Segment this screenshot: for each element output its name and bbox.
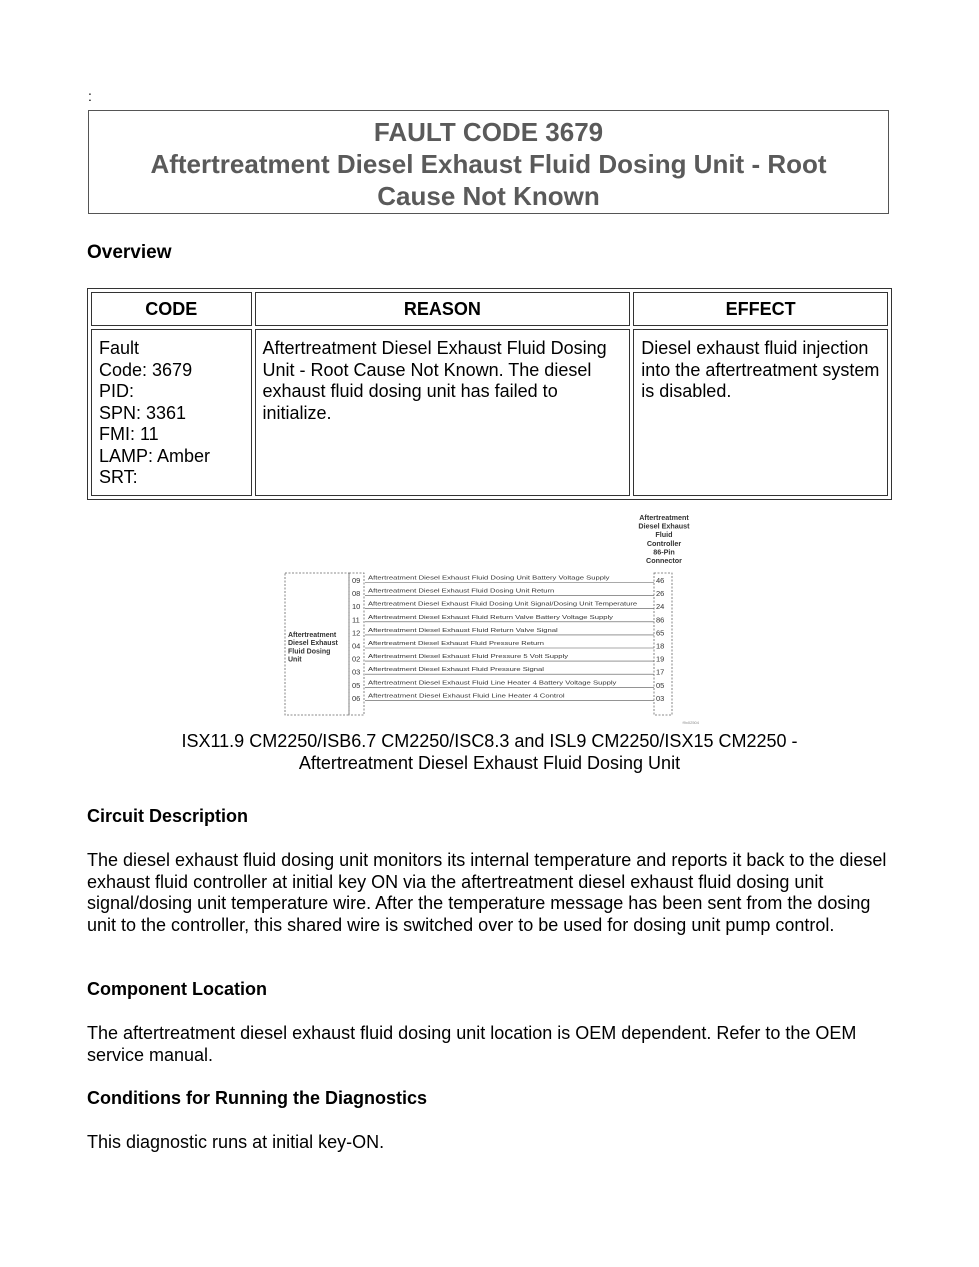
wire-pin-right: 46 [656, 576, 665, 585]
wire-label: Aftertreatment Diesel Exhaust Fluid Dosing Unit Return [368, 588, 555, 595]
wire-label: Aftertreatment Diesel Exhaust Fluid Dosing Unit Battery Voltage Supply [368, 575, 610, 582]
wire-label: Aftertreatment Diesel Exhaust Fluid Return Valve Battery Voltage Supply [368, 614, 614, 621]
wire-pin-right: 26 [656, 589, 665, 599]
fault-code-title-box [88, 110, 889, 214]
wire-pin-right: 86 [656, 615, 665, 625]
wire-list [352, 576, 664, 703]
wire-pin-left: 10 [352, 602, 361, 612]
reason-cell: Aftertreatment Diesel Exhaust Fluid Dosing Unit - Root Cause Not Known. The diesel exhaust fluid dosing unit has failed to initialize. [255, 329, 631, 496]
component-location-heading: Component Location [87, 979, 267, 999]
wire-label: Aftertreatment Diesel Exhaust Fluid Line Heater 4 Battery Voltage Supply [368, 680, 617, 687]
conditions-text: This diagnostic runs at initial key-ON. [87, 1132, 385, 1152]
wire-pin-left: 09 [352, 576, 361, 585]
wire-pin-left: 06 [352, 693, 361, 703]
wire-label: Aftertreatment Diesel Exhaust Fluid Pressure Signal [368, 667, 544, 674]
wire-label: Aftertreatment Diesel Exhaust Fluid Return Valve Signal [368, 627, 558, 634]
controller-label-line: Diesel Exhaust [638, 521, 690, 531]
controller-label-line: Fluid [655, 530, 673, 540]
circuit-description-heading: Circuit Description [87, 806, 249, 826]
wire-pin-right: 18 [656, 641, 665, 651]
header-effect: EFFECT [633, 292, 888, 326]
wire-pin-left: 03 [352, 667, 361, 677]
code-line: LAMP: Amber [99, 445, 211, 466]
header-reason: REASON [255, 292, 631, 326]
wire-pin-right: 05 [656, 680, 665, 690]
header-code: CODE [91, 292, 252, 326]
table-header-row [91, 292, 888, 326]
circuit-description-text: The diesel exhaust fluid dosing unit monitors its internal temperature and reports it back to the diesel exhaust fluid controller at initial key ON via the aftertreatment diesel exhaust fluid dosing unit signal/dosing unit temperature wire. After the temperature message has been sent from the dosing unit to the controller, this shared wire is switched over to be used for dosing unit pump control. [87, 850, 887, 935]
dosing-unit-label-line: Aftertreatment [288, 632, 337, 639]
code-line: Code: 3679 [99, 359, 193, 380]
wire-pin-right: 19 [656, 654, 665, 664]
component-location-text: The aftertreatment diesel exhaust fluid dosing unit location is OEM dependent. Refer to the OEM service manual. [87, 1023, 857, 1065]
conditions-heading: Conditions for Running the Diagnostics [87, 1088, 427, 1108]
page-marker: : [88, 88, 92, 104]
wire-pin-left: 11 [352, 615, 360, 625]
dosing-unit-label-line: Diesel Exhaust [288, 640, 338, 648]
controller-label-line: Connector [646, 556, 682, 565]
wire-pin-right: 17 [656, 667, 665, 677]
controller-label-line: Aftertreatment [639, 513, 689, 522]
caption-line2: Aftertreatment Diesel Exhaust Fluid Dosing Unit [298, 753, 681, 773]
wire-pin-left: 04 [352, 641, 361, 651]
wire-pin-right: 65 [656, 628, 665, 638]
wiring-diagram [283, 512, 703, 727]
controller-label [638, 513, 690, 565]
figure-id: f9x02504 [682, 720, 699, 725]
wire-pin-left: 05 [352, 680, 361, 690]
dosing-unit-label [288, 632, 338, 664]
code-line: FMI: 11 [99, 424, 159, 444]
code-cell [91, 329, 252, 496]
code-line: SRT: [99, 467, 138, 487]
code-line: Fault [99, 338, 140, 358]
dosing-unit-label-line: Unit [288, 656, 302, 664]
fault-code-table [87, 288, 892, 500]
wire-pin-left: 02 [352, 654, 361, 664]
dosing-unit-label-line: Fluid Dosing [288, 648, 331, 656]
wire-pin-left: 12 [352, 628, 361, 638]
page-subtitle-line1: Aftertreatment Diesel Exhaust Fluid Dosing Unit - Root [150, 149, 827, 179]
table-row [91, 329, 888, 496]
wire-label: Aftertreatment Diesel Exhaust Fluid Dosing Unit Signal/Dosing Unit Temperature [368, 601, 638, 608]
wire-label: Aftertreatment Diesel Exhaust Fluid Pressure Return [368, 641, 544, 647]
controller-label-line: Controller [646, 538, 682, 548]
page-title: FAULT CODE 3679 [373, 117, 604, 147]
wire-label: Aftertreatment Diesel Exhaust Fluid Line Heater 4 Control [368, 693, 565, 700]
wire-pin-right: 03 [656, 693, 665, 703]
code-line: PID: [99, 381, 135, 401]
controller-label-line: 86-Pin [653, 547, 675, 557]
figure-caption [88, 730, 891, 774]
page-subtitle-line2: Cause Not Known [377, 181, 600, 211]
code-line: SPN: 3361 [99, 402, 187, 423]
overview-heading: Overview [87, 242, 172, 263]
wire-pin-left: 08 [352, 589, 361, 599]
wire-pin-right: 24 [656, 602, 665, 612]
effect-cell: Diesel exhaust fluid injection into the aftertreatment system is disabled. [633, 329, 888, 496]
caption-line1: ISX11.9 CM2250/ISB6.7 CM2250/ISC8.3 and ISL9 CM2250/ISX15 CM2250 - [181, 731, 798, 751]
wire-label: Aftertreatment Diesel Exhaust Fluid Pressure 5 Volt Supply [368, 654, 569, 661]
